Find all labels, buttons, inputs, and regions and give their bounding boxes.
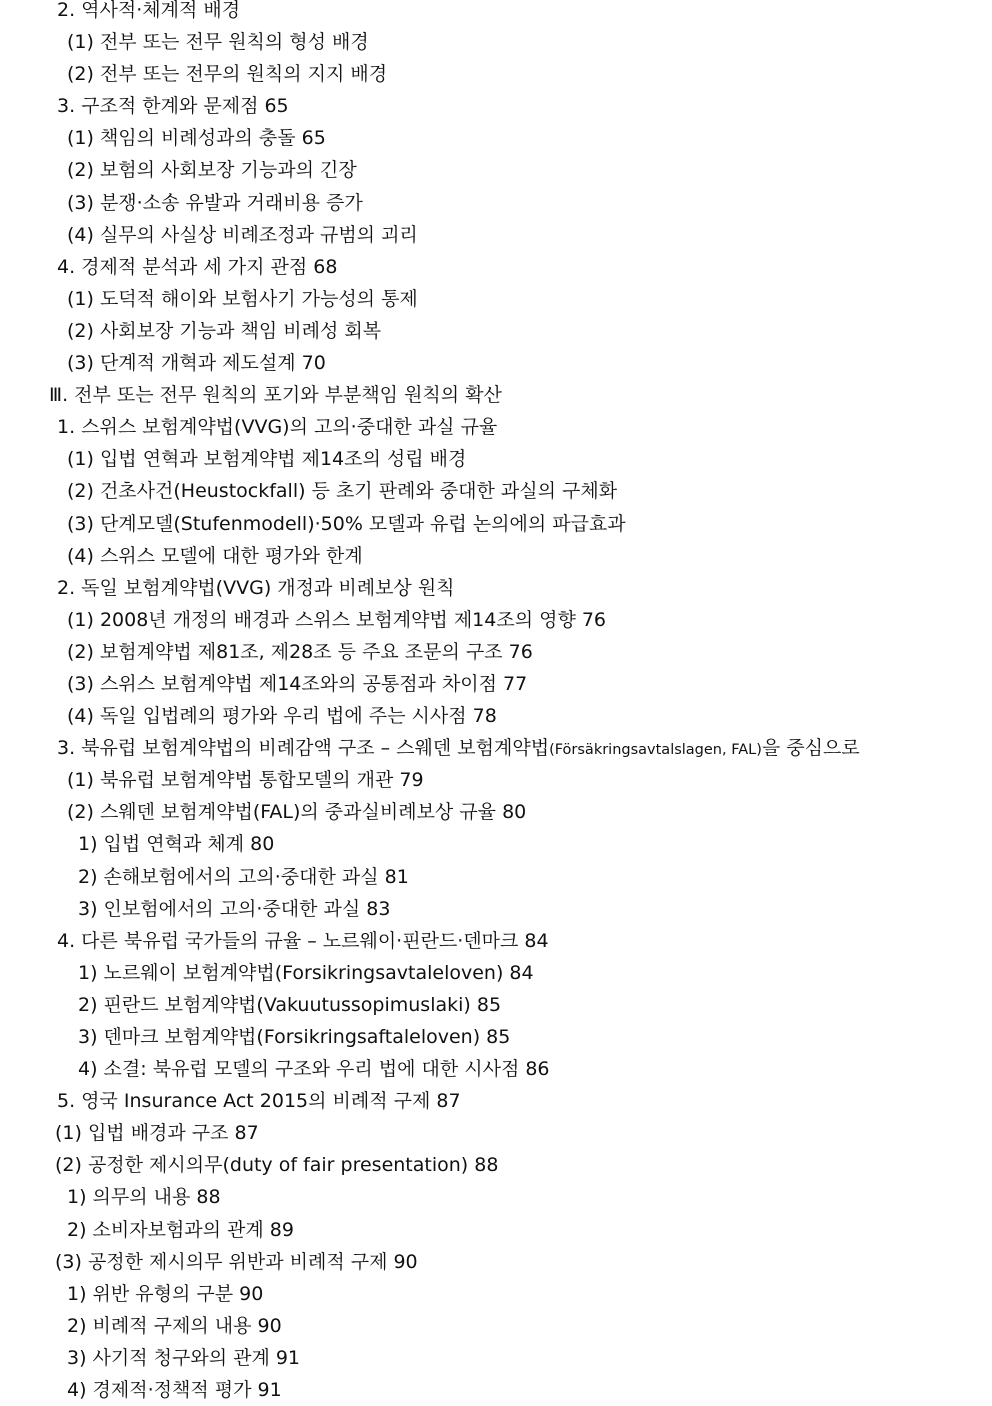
toc-heading-text-end: 을 중심으로 — [761, 737, 860, 760]
toc-section-heading: 5. 영국 Insurance Act 2015의 비례적 구제 87 — [57, 1090, 461, 1113]
toc-subsection: (3) 공정한 제시의무 위반과 비례적 구제 90 — [55, 1250, 418, 1273]
toc-subsection: (2) 공정한 제시의무(duty of fair presentation) 88 — [55, 1154, 499, 1177]
toc-subsection: (4) 스위스 모델에 대한 평가와 한계 — [67, 544, 363, 567]
toc-subsection: (3) 단계적 개혁과 제도설계 70 — [67, 352, 326, 375]
toc-subsection: (3) 단계모델(Stufenmodell)·50% 모델과 유럽 논의에의 파급효과 — [67, 512, 626, 535]
toc-chapter-heading: Ⅲ. 전부 또는 전무 원칙의 포기와 부분책임 원칙의 확산 — [49, 384, 502, 407]
toc-subsection: (1) 2008년 개정의 배경과 스위스 보험계약법 제14조의 영향 76 — [67, 608, 607, 631]
toc-item: 4) 소결: 북유럽 모델의 구조와 우리 법에 대한 시사점 86 — [78, 1058, 550, 1081]
toc-item: 1) 입법 연혁과 체계 80 — [78, 833, 275, 856]
toc-section-heading: 2. 역사적·체계적 배경 — [57, 0, 241, 21]
toc-subsection: (2) 사회보장 기능과 책임 비례성 회복 — [67, 319, 382, 342]
toc-heading-text: 3. 북유럽 보험계약법의 비례감액 구조 – 스웨덴 보험계약법 — [57, 737, 550, 760]
toc-subsection: (2) 전부 또는 전무의 원칙의 지지 배경 — [67, 63, 388, 86]
toc-subsection: (2) 건초사건(Heustockfall) 등 초기 판례와 중대한 과실의 구체화 — [67, 480, 618, 503]
toc-item: 3) 사기적 청구와의 관계 91 — [67, 1346, 301, 1369]
toc-subsection: (1) 입법 배경과 구조 87 — [55, 1122, 259, 1145]
toc-section-heading: 3. 구조적 한계와 문제점 65 — [57, 95, 289, 118]
toc-item: 1) 노르웨이 보험계약법(Forsikringsavtaleloven) 84 — [78, 961, 534, 984]
toc-subsection: (1) 책임의 비례성과의 충돌 65 — [67, 127, 326, 150]
toc-section-heading: 1. 스위스 보험계약법(VVG)의 고의·중대한 과실 규율 — [57, 416, 498, 439]
toc-item: 2) 비례적 구제의 내용 90 — [67, 1314, 282, 1337]
toc-subsection: (1) 북유럽 보험계약법 통합모델의 개관 79 — [67, 769, 424, 792]
toc-subsection: (1) 도덕적 해이와 보험사기 가능성의 통제 — [67, 287, 418, 310]
toc-item: 2) 핀란드 보험계약법(Vakuutussopimuslaki) 85 — [78, 993, 502, 1016]
toc-section-heading — [0, 732, 992, 764]
toc-subsection: (3) 분쟁·소송 유발과 거래비용 증가 — [67, 191, 363, 214]
toc-subsection: (3) 스위스 보험계약법 제14조와의 공통점과 차이점 77 — [67, 672, 528, 695]
toc-item: 3) 인보험에서의 고의·중대한 과실 83 — [78, 897, 391, 920]
toc-section-heading: 2. 독일 보험계약법(VVG) 개정과 비례보상 원칙 — [57, 576, 455, 599]
toc-section-heading: 4. 다른 북유럽 국가들의 규율 – 노르웨이·핀란드·덴마크 84 — [57, 929, 549, 952]
toc-item: 2) 손해보험에서의 고의·중대한 과실 81 — [78, 865, 409, 888]
toc-item: 3) 덴마크 보험계약법(Forsikringsaftaleloven) 85 — [78, 1026, 511, 1048]
toc-subsection: (4) 독일 입법례의 평가와 우리 법에 주는 시사점 78 — [67, 705, 497, 728]
toc-heading-small-text: (Försäkringsavtalslagen, FAL) — [549, 742, 762, 759]
toc-subsection: (1) 전부 또는 전무 원칙의 형성 배경 — [67, 31, 369, 54]
toc-subsection: (1) 입법 연혁과 보험계약법 제14조의 성립 배경 — [67, 448, 467, 471]
toc-item: 1) 의무의 내용 88 — [67, 1186, 221, 1209]
toc-subsection: (2) 보험계약법 제81조, 제28조 등 주요 조문의 구조 76 — [67, 640, 533, 663]
toc-subsection: (2) 스웨덴 보험계약법(FAL)의 중과실비례보상 규율 80 — [67, 801, 527, 824]
toc-subsection: (2) 보험의 사회보장 기능과의 긴장 — [67, 159, 357, 182]
toc-subsection: (4) 실무의 사실상 비례조정과 규범의 괴리 — [67, 223, 418, 246]
toc-item: 1) 위반 유형의 구분 90 — [67, 1282, 264, 1305]
toc-item: 4) 경제적·정책적 평가 91 — [67, 1379, 282, 1402]
toc-section-heading: 4. 경제적 분석과 세 가지 관점 68 — [57, 255, 338, 278]
toc-item: 2) 소비자보험과의 관계 89 — [67, 1218, 294, 1241]
